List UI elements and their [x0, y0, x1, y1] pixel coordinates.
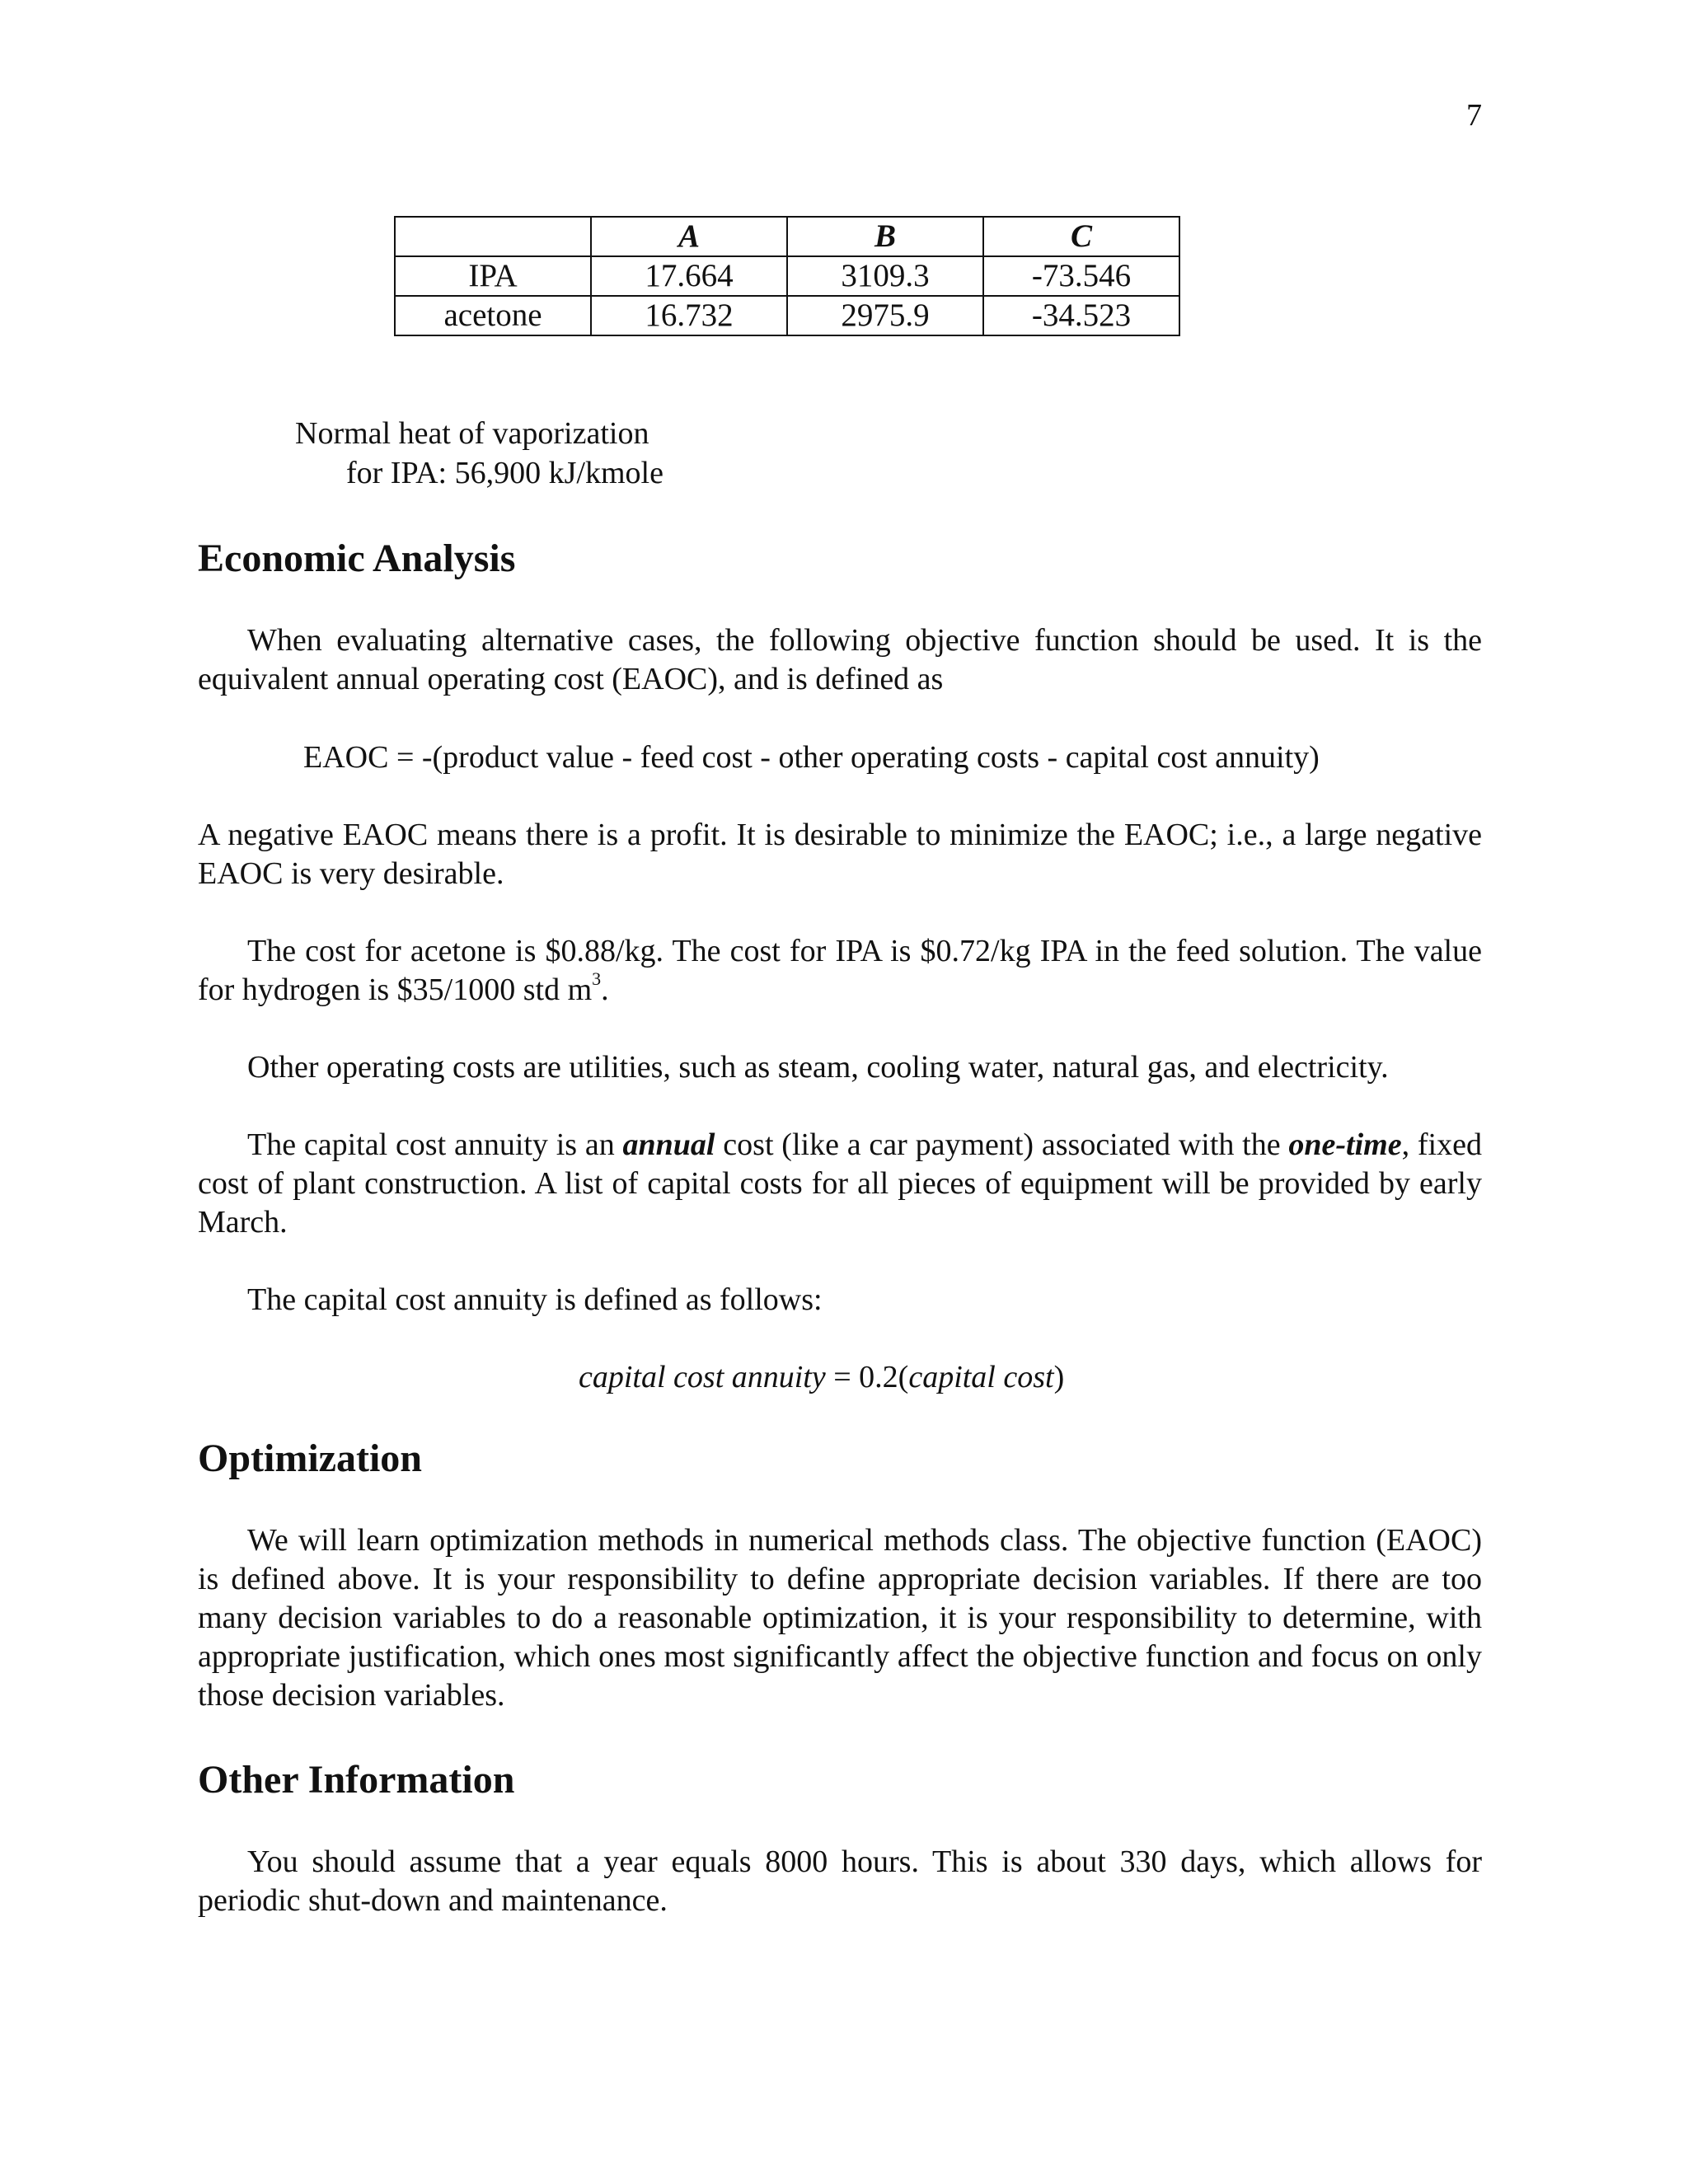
table-row [395, 256, 1179, 296]
annuity-text-e: , fixed cost of plant construction. A list of capital costs for all pieces of equipment will be provided by early March. [198, 1127, 1482, 1240]
table-cell-b: 3109.3 [787, 256, 983, 296]
annuity-text-a: The capital cost annuity is an [247, 1127, 623, 1162]
table-header-cell-blank [395, 217, 591, 256]
table-cell-name: IPA [395, 256, 591, 296]
optimization-heading: Optimization [198, 1436, 422, 1480]
economic-paragraph-5 [198, 1126, 1482, 1242]
heat-of-vaporization-note [295, 414, 663, 493]
formula-end: ) [1053, 1360, 1065, 1394]
annuity-text-c: cost (like a car payment) associated with the [715, 1127, 1289, 1162]
cost-text: The cost for acetone is $0.88/kg. The cost for IPA is $0.72/kg IPA in the feed solution. The value for hydrogen is $35/1000 std m [198, 934, 1482, 1007]
table-cell-name: acetone [395, 296, 591, 335]
other-information-heading: Other Information [198, 1758, 515, 1802]
economic-paragraph-2: A negative EAOC means there is a profit. It is desirable to minimize the EAOC; i.e., a large negative EAOC is very desirable. [198, 818, 1482, 891]
table-cell-b: 2975.9 [787, 296, 983, 335]
antoine-coefficients-table [394, 216, 1180, 336]
eaoc-equation: EAOC = -(product value - feed cost - other operating costs - capital cost annuity) [303, 740, 1320, 775]
formula-lhs: capital cost annuity [579, 1360, 826, 1394]
table-header-cell-c: C [983, 217, 1179, 256]
economic-paragraph-6: The capital cost annuity is defined as follows: [247, 1282, 823, 1317]
other-information-paragraph: You should assume that a year equals 8000 hours. This is about 330 days, which allows for periodic shut-down and maintenance. [198, 1844, 1482, 1918]
table-cell-a: 17.664 [591, 256, 787, 296]
economic-analysis-heading: Economic Analysis [198, 537, 516, 580]
cost-text-end: . [601, 972, 609, 1007]
economic-paragraph-3 [198, 932, 1482, 1010]
annual-emphasis: annual [622, 1127, 715, 1162]
formula-mid: = 0.2( [825, 1360, 909, 1394]
optimization-paragraph: We will learn optimization methods in numerical methods class. The objective function (EAOC) is defined above. It is your responsibility to define appropriate decision variables. If there are too many decision variables to do a reasonable optimization, it is your responsibility to determine, with appropriate justification, which ones most significantly affect the objective function and focus on only those decision variables. [198, 1523, 1482, 1713]
page-number: 7 [1466, 98, 1482, 133]
heat-note-line-2: for IPA: 56,900 kJ/kmole [346, 456, 663, 490]
one-time-emphasis: one-time [1288, 1127, 1402, 1162]
economic-paragraph-1: When evaluating alternative cases, the following objective function should be used. It is the equivalent annual operating cost (EAOC), and is defined as [198, 623, 1482, 696]
table-row [395, 296, 1179, 335]
table-cell-c: -73.546 [983, 256, 1179, 296]
table-cell-a: 16.732 [591, 296, 787, 335]
cubic-superscript: 3 [592, 968, 602, 989]
economic-paragraph-4: Other operating costs are utilities, such as steam, cooling water, natural gas, and electricity. [247, 1050, 1389, 1085]
formula-arg: capital cost [908, 1360, 1054, 1394]
table-header-row [395, 217, 1179, 256]
heat-note-line-1: Normal heat of vaporization [295, 416, 649, 451]
annuity-formula [579, 1358, 1064, 1397]
table-header-cell-b: B [787, 217, 983, 256]
table-header-cell-a: A [591, 217, 787, 256]
table-cell-c: -34.523 [983, 296, 1179, 335]
